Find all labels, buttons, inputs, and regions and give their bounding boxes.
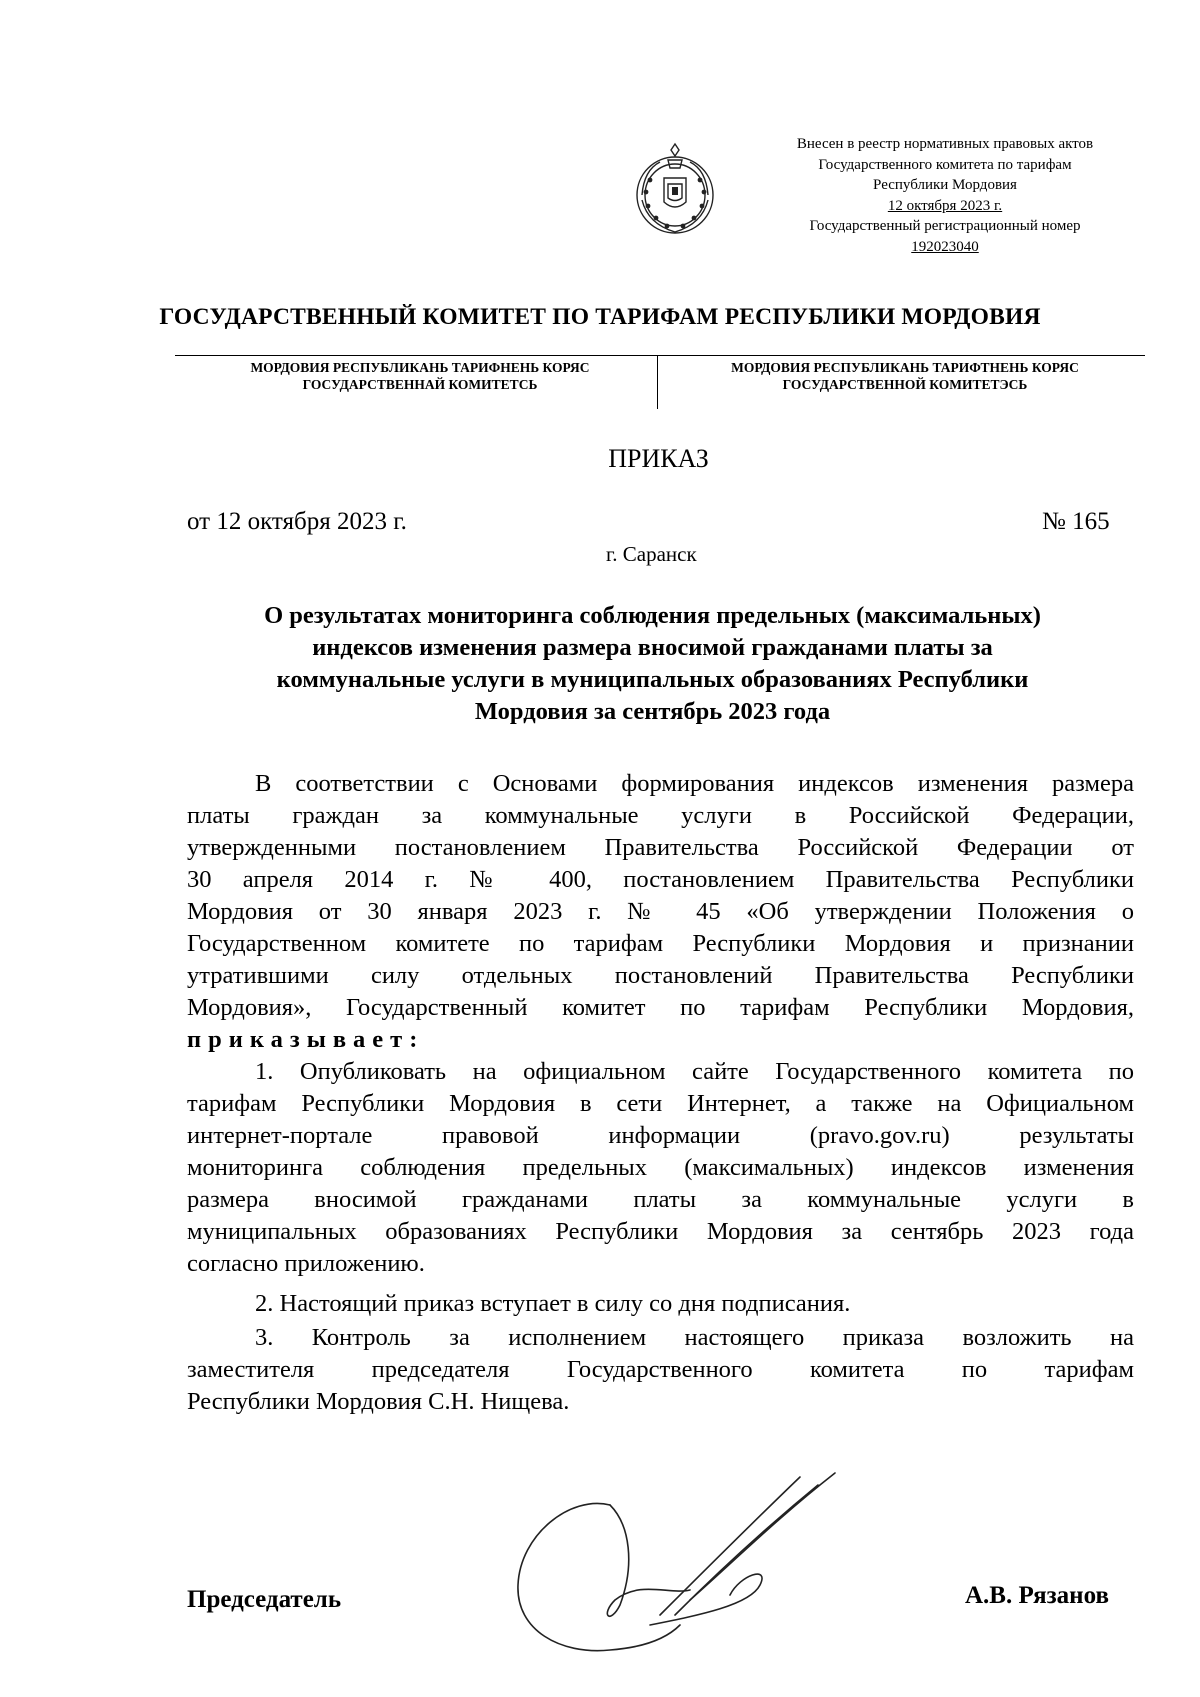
body-line: утратившими силу отдельных постановлений Правительства Республики [187, 962, 1134, 989]
order-date: от 12 октября 2023 г. [187, 508, 407, 535]
heading-line: коммунальные услуги в муниципальных образованиях Республики [276, 666, 1029, 693]
body-line: согласно приложению. [187, 1250, 425, 1277]
moksha-committee-name [185, 359, 655, 393]
body-line: муниципальных образованиях Республики Мордовия за сентябрь 2023 года [187, 1218, 1134, 1245]
heading-line: индексов изменения размера вносимой гражданами платы за [312, 634, 993, 661]
body-line: интернет-портале правовой информации (pravo.gov.ru) результаты [187, 1122, 1134, 1149]
heading-line: Мордовия за сентябрь 2023 года [474, 698, 831, 725]
body-line: 30 апреля 2014 г. № 400, постановлением Правительства Республики [187, 866, 1134, 893]
body-line: утвержденными постановлением Правительства Российской Федерации от [187, 834, 1134, 861]
registry-line-1: Внесен в реестр нормативных правовых актов [796, 136, 1094, 152]
registry-number: 192023040 [911, 238, 979, 255]
registry-date: 12 октября 2023 г. [887, 197, 1003, 214]
body-line: Государственном комитете по тарифам Республики Мордовия и признании [187, 930, 1134, 957]
body-line: 1. Опубликовать на официальном сайте Государственного комитета по [255, 1058, 1134, 1085]
body-line: мониторинга соблюдения предельных (максимальных) индексов изменения [187, 1154, 1134, 1181]
moksha-line-2: ГОСУДАРСТВЕННАЙ КОМИТЕТСЬ [302, 377, 538, 392]
registry-line-2: Государственного комитета по тарифам [818, 156, 1072, 173]
body-line: В соответствии с Основами формирования индексов изменения размера [255, 770, 1134, 797]
registry-line-5: Государственный регистрационный номер [809, 218, 1081, 234]
committee-title: ГОСУДАРСТВЕННЫЙ КОМИТЕТ ПО ТАРИФАМ РЕСПУБЛИКИ МОРДОВИЯ [159, 304, 1041, 330]
signatory-title: Председатель [187, 1586, 342, 1613]
heading-line: О результатах мониторинга соблюдения предельных (максимальных) [264, 602, 1041, 629]
erzya-line-1: МОРДОВИЯ РЕСПУБЛИКАНЬ ТАРИФТНЕНЬ КОРЯС [731, 360, 1079, 375]
body-line: платы граждан за коммунальные услуги в Российской Федерации, [187, 802, 1134, 829]
body-line: Республики Мордовия С.Н. Нищева. [187, 1388, 570, 1415]
erzya-committee-name [670, 359, 1140, 393]
header-vertical-divider [657, 355, 658, 409]
body-line: размера вносимой гражданами платы за коммунальные услуги в [187, 1186, 1134, 1213]
document-heading [190, 600, 1115, 728]
body-line: тарифам Республики Мордовия в сети Интернет, а также на Официальном [187, 1090, 1134, 1117]
erzya-line-2: ГОСУДАРСТВЕННОЙ КОМИТЕТЭСЬ [782, 377, 1028, 392]
order-number: № 165 [1042, 508, 1110, 535]
orders-keyword: приказывает: [187, 1026, 425, 1053]
body-line: Мордовия от 30 января 2023 г. № 45 «Об утверждении Положения о [187, 898, 1134, 925]
body-line: Мордовия», Государственный комитет по тарифам Республики Мордовия, [187, 994, 1134, 1021]
handwritten-signature [500, 1465, 840, 1665]
order-city: г. Саранск [606, 542, 697, 566]
signatory-name: А.В. Рязанов [965, 1582, 1109, 1609]
body-line: заместителя председателя Государственного комитета по тарифам [187, 1356, 1134, 1383]
registry-note [740, 134, 1150, 257]
registry-line-3: Республики Мордовия [873, 177, 1017, 193]
moksha-line-1: МОРДОВИЯ РЕСПУБЛИКАНЬ ТАРИФНЕНЬ КОРЯС [250, 360, 590, 375]
header-divider [175, 355, 1145, 356]
coat-of-arms-emblem [630, 140, 720, 240]
order-title: ПРИКАЗ [608, 444, 709, 473]
body-line: 2. Настоящий приказ вступает в силу со дня подписания. [255, 1290, 851, 1317]
body-line: 3. Контроль за исполнением настоящего приказа возложить на [255, 1324, 1134, 1351]
